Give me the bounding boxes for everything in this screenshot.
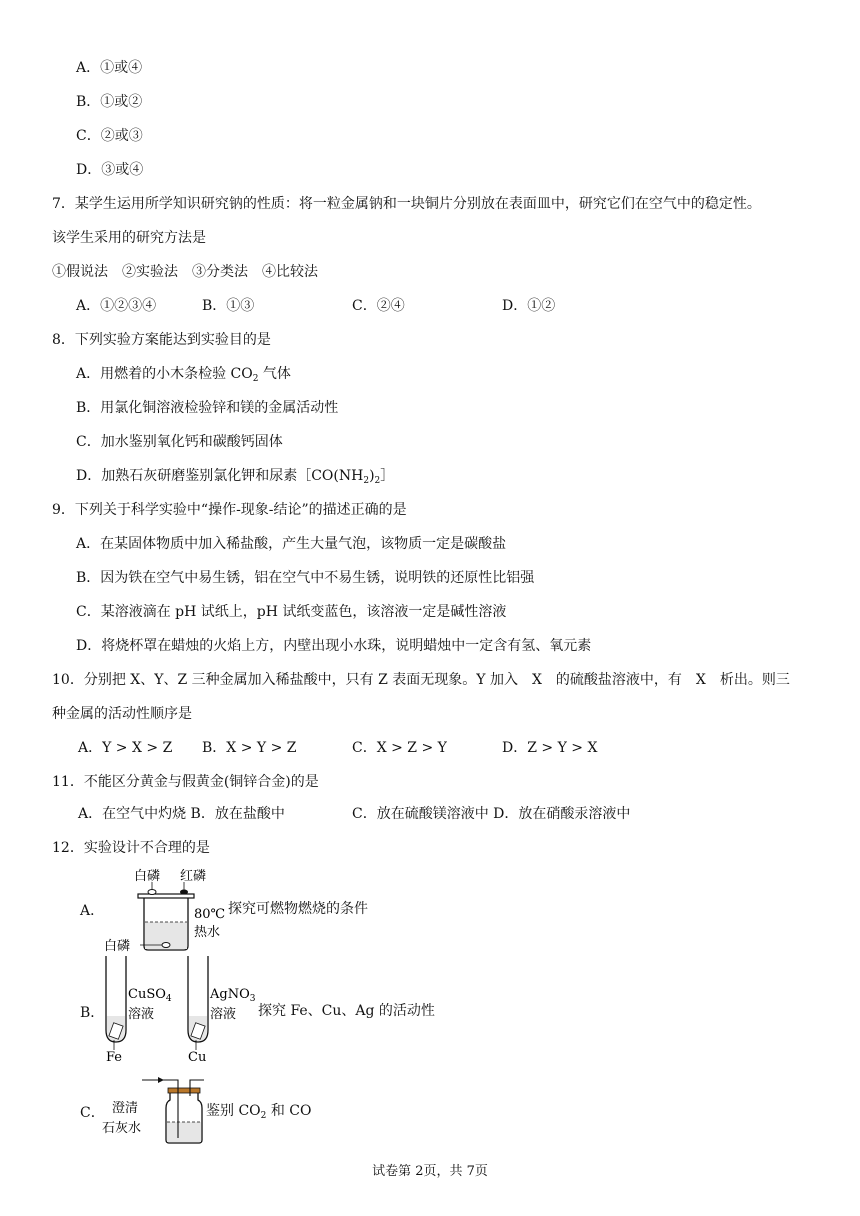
- q10-stem-line2: 种金属的活动性顺序是: [52, 706, 192, 722]
- q12-c-letter: C．: [80, 1105, 105, 1121]
- q12-c-caption: 鉴别 $CO_2$ 和 CO: [206, 1103, 312, 1121]
- q12-b-tube2-solution: 溶液: [210, 1007, 237, 1022]
- q11-stem: 11．不能区分黄金与假黄金(铜锌合金)的是: [52, 774, 319, 790]
- q9-option-c: C．某溶液滴在 pH 试纸上，pH 试纸变蓝色，该溶液一定是碱性溶液: [76, 604, 507, 620]
- q12-b-tube1-solution: 溶液: [128, 1007, 155, 1022]
- q9-option-b: B．因为铁在空气中易生锈，铝在空气中不易生锈，说明铁的还原性比铝强: [76, 570, 535, 586]
- q12-b-tube2-solute: AgNO$_3$: [210, 987, 256, 1004]
- q11-option-ab: A．在空气中灼烧 B．放在盐酸中: [78, 806, 285, 822]
- q12-b-tube1-solute: CuSO$_4$: [128, 987, 172, 1004]
- q8-stem: 8．下列实验方案能达到实验目的是: [52, 332, 271, 348]
- q12-stem: 12．实验设计不合理的是: [52, 840, 210, 856]
- q12-b-caption: 探究 Fe、Cu、Ag 的活动性: [258, 1003, 435, 1019]
- q12-c-label-line1: 澄清: [112, 1101, 139, 1116]
- q7-stem-line1: 7．某学生运用所学知识研究钠的性质：将一粒金属钠和一块铜片分别放在表面皿中，研究它们在空气中的稳定性。: [52, 196, 761, 212]
- test-tubes-figure: [96, 954, 266, 1066]
- q8-option-d: D．加熟石灰研磨鉴别氯化钾和尿素$[CO(NH_2)_2]$: [76, 468, 395, 486]
- q7-stem-line2: 该学生采用的研究方法是: [52, 230, 206, 246]
- q12-a-caption: 探究可燃物燃烧的条件: [228, 901, 368, 917]
- q6-option-b: B．①或②: [76, 94, 143, 110]
- page-footer: 试卷第 2页，共 7页: [372, 1164, 488, 1179]
- q12-a-white-p-top-label: 白磷: [134, 869, 161, 884]
- q7-option-b: B．①③: [202, 298, 255, 314]
- q10-option-b: B．X > Y > Z: [202, 740, 297, 756]
- q6-option-d: D．③或④: [76, 162, 144, 178]
- q12-c-label-line2: 石灰水: [102, 1121, 142, 1136]
- q11-option-cd: C．放在硫酸镁溶液中 D．放在硝酸汞溶液中: [352, 806, 631, 822]
- q10-stem-line1: 10．分别把 X、Y、Z 三种金属加入稀盐酸中，只有 Z 表面无现象。Y 加入 X 的硫酸盐溶液中，有 X 析出。则三: [52, 672, 790, 688]
- q12-a-temp-label: 80℃: [194, 907, 226, 922]
- q9-option-d: D．将烧杯罩在蜡烛的火焰上方，内壁出现小水珠，说明蜡烛中一定含有氢、氧元素: [76, 638, 592, 654]
- q6-option-a: A．①或④: [76, 60, 143, 76]
- q8-option-a: A．用燃着的小木条检验 $CO_2$ 气体: [76, 366, 291, 384]
- q12-b-letter: B．: [80, 1005, 105, 1021]
- q12-a-white-p-bottom-label: 白磷: [104, 939, 131, 954]
- q10-option-a: A．Y > X > Z: [78, 740, 173, 756]
- q7-option-a: A．①②③④: [76, 298, 157, 314]
- q7-option-c: C．②④: [352, 298, 405, 314]
- q12-a-hot-water-label: 热水: [194, 925, 221, 940]
- gas-washing-bottle-figure: [96, 1072, 216, 1146]
- q7-methods: ①假说法 ②实验法 ③分类法 ④比较法: [52, 264, 318, 280]
- q8-option-b: B．用氯化铜溶液检验锌和镁的金属活动性: [76, 400, 339, 416]
- q10-option-d: D．Z > Y > X: [502, 740, 598, 756]
- q9-option-a: A．在某固体物质中加入稀盐酸，产生大量气泡，该物质一定是碳酸盐: [76, 536, 507, 552]
- q7-option-d: D．①②: [502, 298, 556, 314]
- q12-a-red-p-label: 红磷: [180, 869, 207, 884]
- q12-b-tube2-metal: Cu: [188, 1050, 207, 1065]
- q9-stem: 9．下列关于科学实验中“操作-现象-结论”的描述正确的是: [52, 502, 407, 518]
- q12-a-letter: A．: [80, 903, 105, 919]
- q6-option-c: C．②或③: [76, 128, 143, 144]
- q8-option-c: C．加水鉴别氧化钙和碳酸钙固体: [76, 434, 283, 450]
- q10-option-c: C．X > Z > Y: [352, 740, 447, 756]
- q12-b-tube1-metal: Fe: [106, 1050, 123, 1065]
